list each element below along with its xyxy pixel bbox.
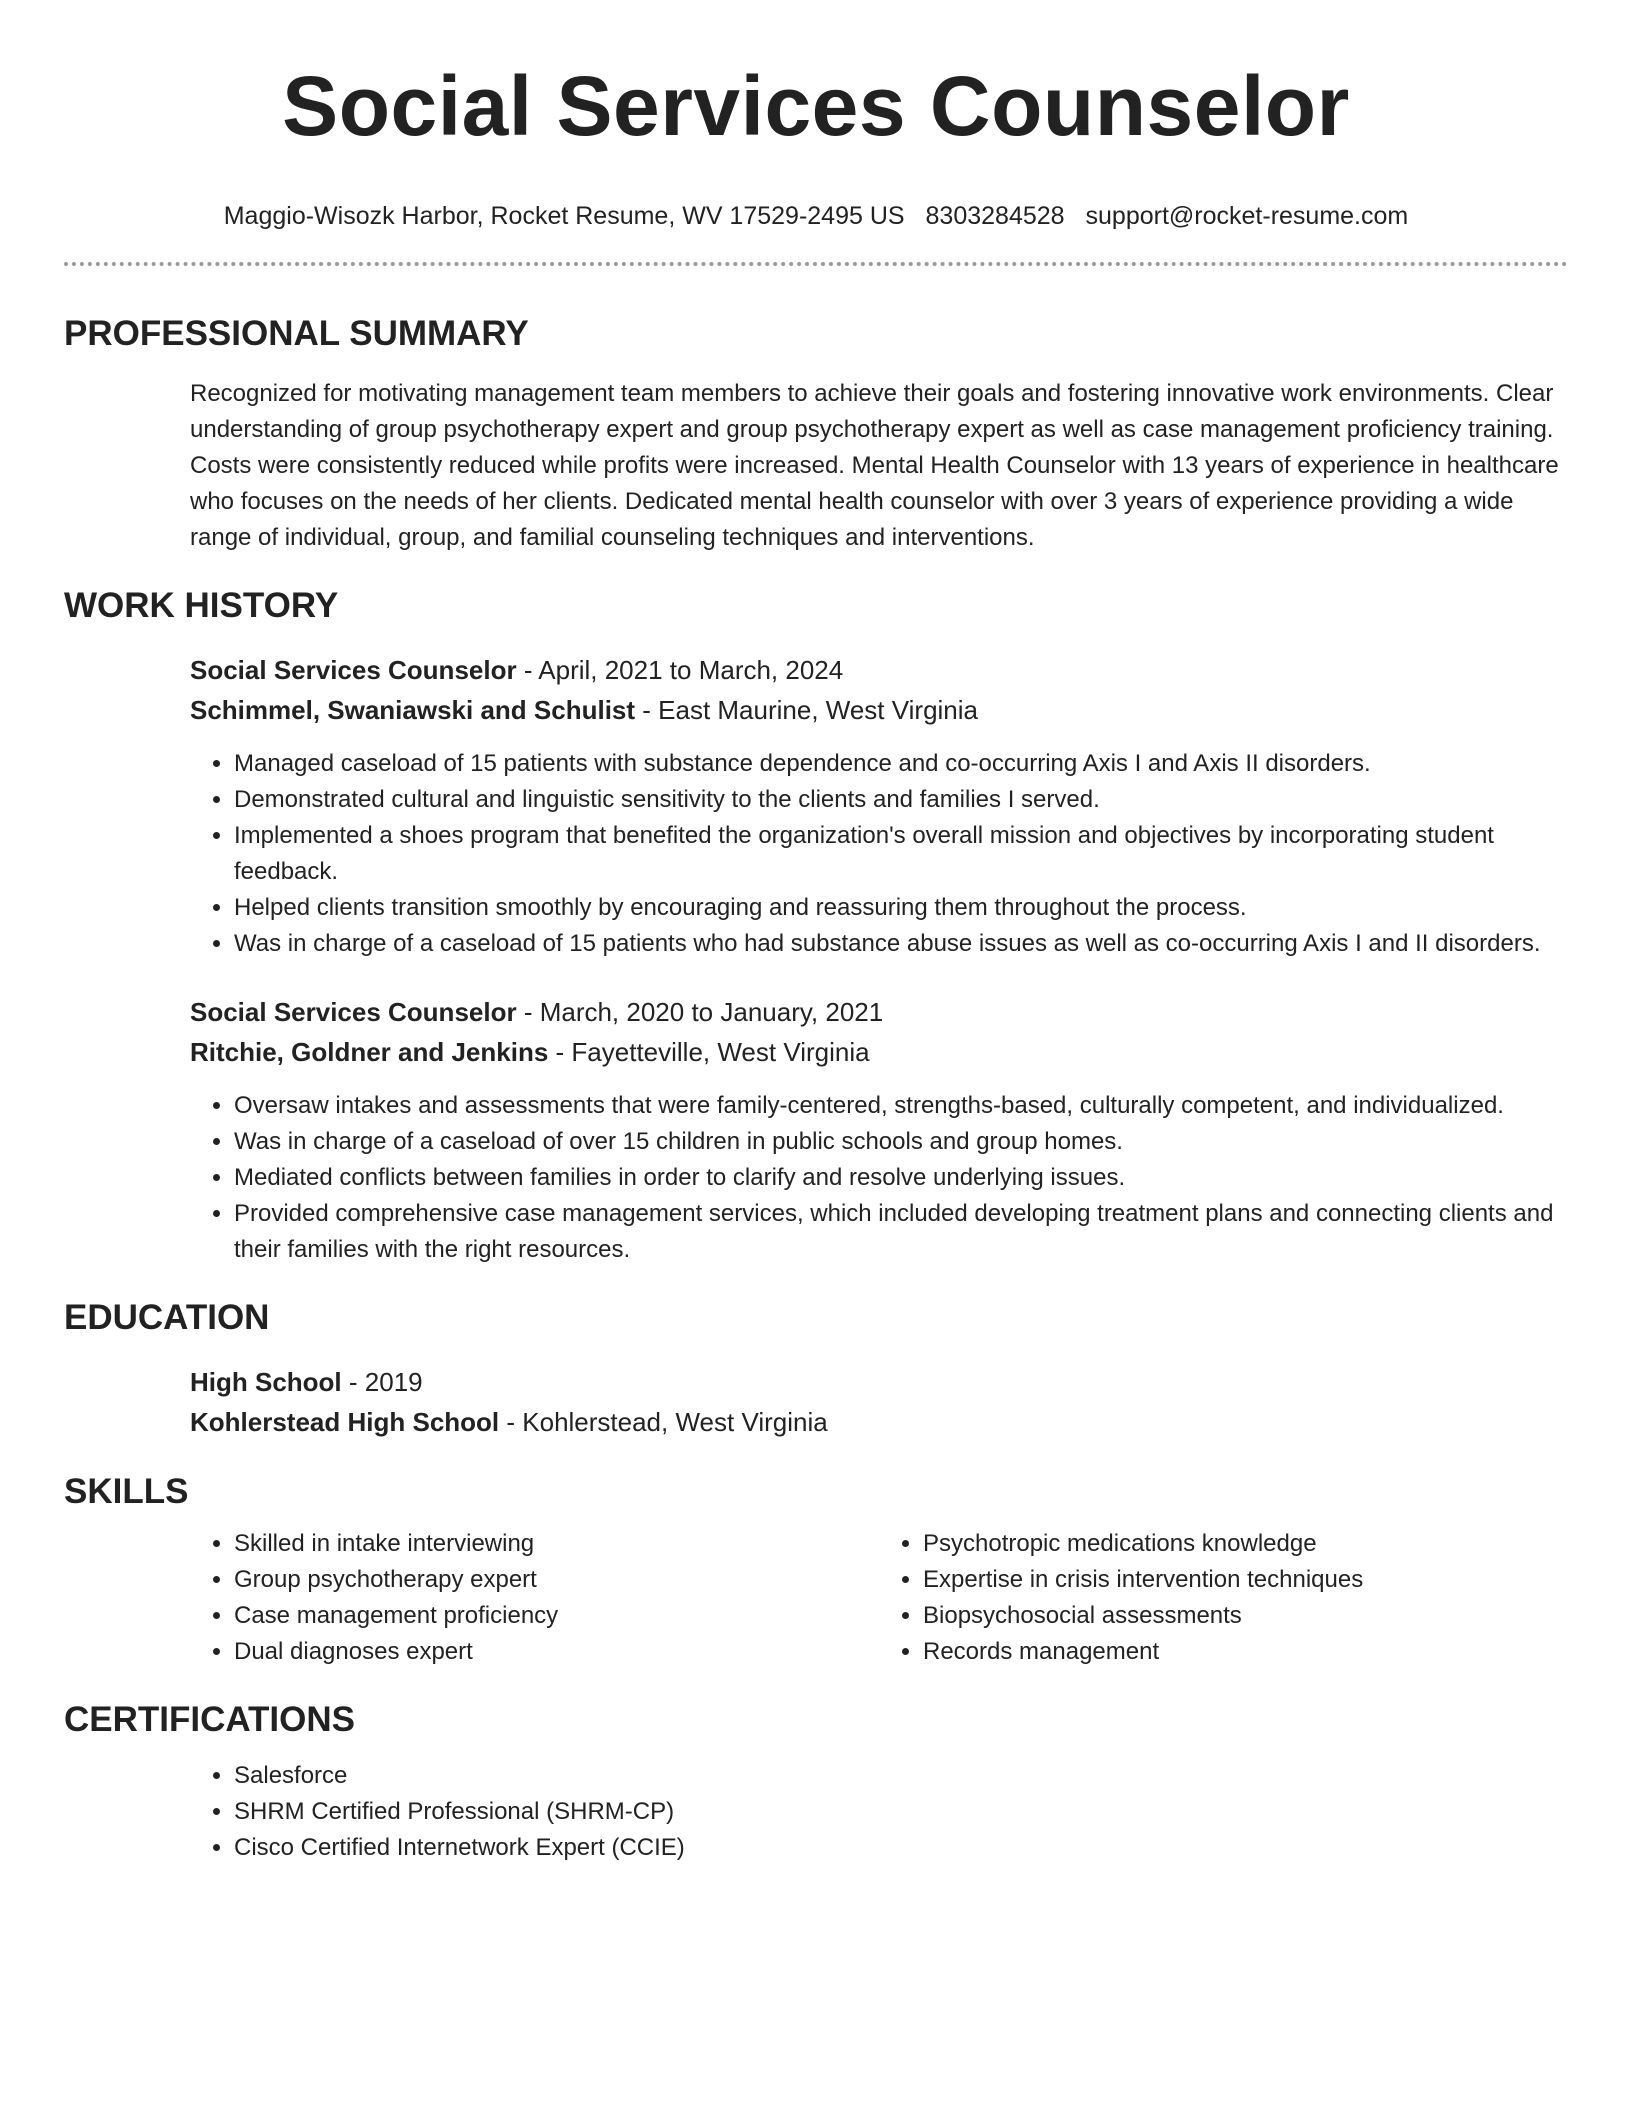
job-bullet: • Helped clients transition smoothly by encouraging and reassuring them throughout the process. [234, 890, 1568, 926]
certification-item: • Salesforce [234, 1758, 1568, 1794]
section-title-work-history: WORK HISTORY [64, 586, 339, 625]
job-company-line [190, 690, 1568, 730]
job-role: Social Services Counselor [190, 997, 517, 1027]
job-bullets [190, 746, 1568, 962]
education-degree: High School [190, 1367, 342, 1397]
job-role: Social Services Counselor [190, 655, 517, 685]
skills-grid [190, 1526, 1568, 1670]
skill-item: • Group psychotherapy expert [234, 1562, 879, 1598]
job-title-line [190, 992, 1568, 1032]
skill-item: • Biopsychosocial assessments [923, 1598, 1568, 1634]
job-company: Schimmel, Swaniawski and Schulist [190, 695, 636, 725]
summary-section [64, 376, 1568, 556]
certifications-list [190, 1758, 1568, 1866]
skill-item: • Expertise in crisis intervention techniques [923, 1562, 1568, 1598]
job-entry [190, 992, 1568, 1268]
job-location: - Fayetteville, West Virginia [548, 1037, 870, 1067]
education-year: - 2019 [341, 1367, 423, 1397]
job-company: Ritchie, Goldner and Jenkins [190, 1037, 549, 1067]
job-bullet: • Managed caseload of 15 patients with substance dependence and co-occurring Axis I and Axis II disorders. [234, 746, 1568, 782]
skill-item: • Psychotropic medications knowledge [923, 1526, 1568, 1562]
skill-item: • Case management proficiency [234, 1598, 879, 1634]
header-divider [64, 262, 1568, 266]
skills-column-right [879, 1526, 1568, 1670]
job-bullet: • Mediated conflicts between families in order to clarify and resolve underlying issues. [234, 1160, 1568, 1196]
section-title-skills: SKILLS [64, 1472, 189, 1511]
certification-item: • SHRM Certified Professional (SHRM-CP) [234, 1794, 1568, 1830]
education-degree-line [190, 1362, 1568, 1402]
job-bullet: • Demonstrated cultural and linguistic sensitivity to the clients and families I served. [234, 782, 1568, 818]
contact-phone: 8303284528 [925, 202, 1065, 230]
summary-text: Recognized for motivating management team members to achieve their goals and fostering innovative work environments. Clear understanding of group psychotherapy expert and group psychotherapy expert as well as case management proficiency training. Costs were consistently reduced while profits were increased. Mental Health Counselor with 13 years of experience in healthcare who focuses on the needs of her clients. Dedicated mental health counselor with over 3 years of experience providing a wide range of individual, group, and familial counseling techniques and interventions. [190, 380, 1559, 551]
certification-item: • Cisco Certified Internetwork Expert (CCIE) [234, 1830, 1568, 1866]
resume-name: Social Services Counselor [282, 59, 1350, 153]
job-bullet: • Was in charge of a caseload of over 15 children in public schools and group homes. [234, 1124, 1568, 1160]
certifications-section [64, 1758, 1568, 1866]
section-title-summary: PROFESSIONAL SUMMARY [64, 314, 529, 353]
job-dates: - April, 2021 to March, 2024 [516, 655, 844, 685]
job-company-line [190, 1032, 1568, 1072]
work-history-section [64, 650, 1568, 1268]
education-section [64, 1362, 1568, 1442]
section-title-certifications: CERTIFICATIONS [64, 1700, 356, 1739]
skills-section [64, 1526, 1568, 1670]
section-title-education: EDUCATION [64, 1298, 270, 1337]
skill-item: • Skilled in intake interviewing [234, 1526, 879, 1562]
skill-item: • Dual diagnoses expert [234, 1634, 879, 1670]
skill-item: • Records management [923, 1634, 1568, 1670]
job-bullets [190, 1088, 1568, 1268]
job-dates: - March, 2020 to January, 2021 [516, 997, 884, 1027]
job-bullet: • Was in charge of a caseload of 15 patients who had substance abuse issues as well as co-occurring Axis I and II disorders. [234, 926, 1568, 962]
job-location: - East Maurine, West Virginia [635, 695, 978, 725]
job-entry [190, 650, 1568, 962]
contact-email: support@rocket-resume.com [1085, 202, 1409, 230]
education-location: - Kohlerstead, West Virginia [499, 1407, 828, 1437]
contact-address: Maggio-Wisozk Harbor, Rocket Resume, WV 17529-2495 US [223, 202, 905, 230]
job-bullet: • Oversaw intakes and assessments that were family-centered, strengths-based, culturally competent, and individualized. [234, 1088, 1568, 1124]
education-school-line [190, 1402, 1568, 1442]
education-school: Kohlerstead High School [190, 1407, 500, 1437]
job-bullet: • Implemented a shoes program that benefited the organization's overall mission and objectives by incorporating student feedback. [234, 818, 1568, 890]
skills-column-left [190, 1526, 879, 1670]
contact-line [64, 200, 1568, 232]
job-title-line [190, 650, 1568, 690]
job-bullet: • Provided comprehensive case management services, which included developing treatment plans and connecting clients and their families with the right resources. [234, 1196, 1568, 1268]
